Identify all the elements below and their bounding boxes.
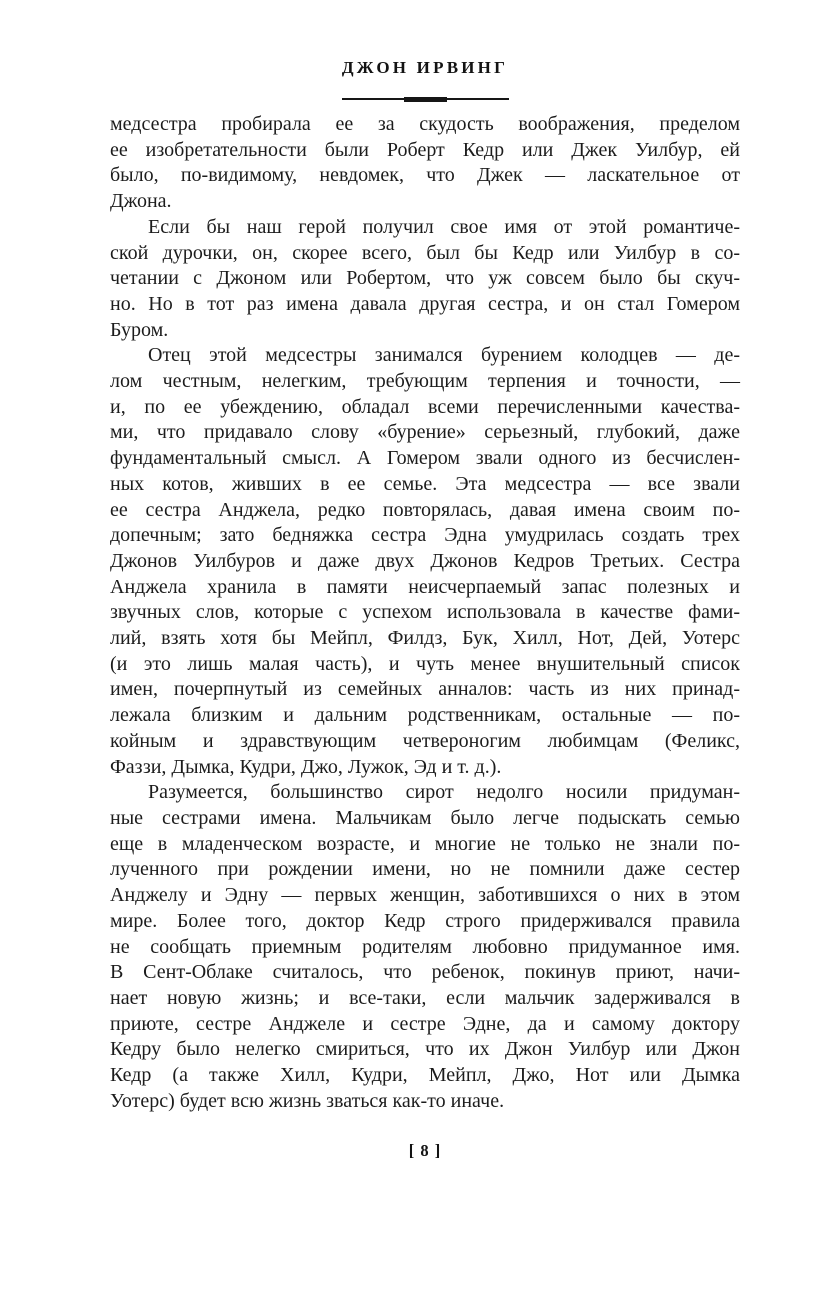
text-line: было, по-видимому, невдомек, что Джек — ласкательное от bbox=[110, 164, 740, 187]
text-line: Отец этой медсестры занимался бурением колодцев — де- bbox=[148, 344, 740, 367]
text-column bbox=[110, 57, 740, 1161]
text-line: Фаззи, Дымка, Кудри, Джо, Лужок, Эд и т. д.). bbox=[110, 755, 502, 778]
text-line: Кедр (а также Хилл, Кудри, Мейпл, Джо, Нот или Дымка bbox=[110, 1064, 740, 1087]
text-line: ных котов, живших в ее семье. Эта медсестра — все звали bbox=[110, 472, 740, 495]
text-line: Анджела хранила в памяти неисчерпаемый запас полезных и bbox=[110, 575, 740, 598]
text-line: Буром. bbox=[110, 318, 169, 341]
header-ornament-rule bbox=[342, 96, 509, 102]
text-line: мире. Более того, доктор Кедр строго придерживался правила bbox=[110, 909, 740, 932]
ornament-segment bbox=[368, 98, 404, 101]
paragraph bbox=[110, 112, 740, 215]
book-page bbox=[0, 57, 827, 1297]
text-line: лученного при рождении имени, но не помнили даже сестер bbox=[110, 858, 740, 881]
text-line: звучных слов, которые с успехом использовала в качестве фами- bbox=[110, 601, 740, 624]
text-line: четании с Джоном или Робертом, что уж совсем было бы скуч- bbox=[110, 267, 740, 290]
text-line: имен, почерпнутый из семейных анналов: часть из них принад- bbox=[110, 678, 740, 701]
ornament-segment bbox=[483, 98, 509, 99]
text-line: Разумеется, большинство сирот недолго носили придуман- bbox=[148, 781, 740, 804]
text-line: лом честным, нелегким, требующим терпения и точности, — bbox=[110, 370, 740, 393]
running-header: ДЖОН ИРВИНГ bbox=[341, 58, 509, 77]
text-line: ее сестра Анджела, редко повторялась, давая имена своим по- bbox=[110, 498, 740, 521]
text-line: ее изобретательности были Роберт Кедр или Джек Уилбур, ей bbox=[110, 138, 740, 161]
text-line: койным и здравствующим четвероногим любимцам (Феликс, bbox=[110, 729, 740, 752]
text-line: Уотерс) будет всю жизнь зваться как-то иначе. bbox=[110, 1089, 505, 1112]
paragraph bbox=[110, 780, 740, 1114]
text-line: В Сент-Облаке считалось, что ребенок, покинув приют, начи- bbox=[110, 961, 740, 984]
text-line: медсестра пробирала ее за скудость воображения, пределом bbox=[110, 113, 740, 135]
text-line: но. Но в тот раз имена давала другая сестра, и он стал Гомером bbox=[110, 292, 740, 315]
text-line: ской дурочки, он, скорее всего, был бы Кедр или Уилбур в со- bbox=[110, 241, 740, 264]
text-line: приюте, сестре Анджеле и сестре Эдне, да и самому доктору bbox=[110, 1012, 740, 1035]
text-line: фундаментальный смысл. А Гомером звали одного из бесчислен- bbox=[110, 447, 740, 470]
text-line: Джонов Уилбуров и даже двух Джонов Кедров Третьих. Сестра bbox=[110, 549, 740, 572]
ornament-segment bbox=[342, 98, 368, 99]
text-line: нает новую жизнь; и все-таки, если мальчик задерживался в bbox=[110, 986, 740, 1009]
text-line: лежала близким и дальним родственникам, остальные — по- bbox=[110, 704, 740, 727]
text-line: ные сестрами имена. Мальчикам было легче подыскать семью bbox=[110, 806, 740, 829]
paragraph bbox=[110, 215, 740, 344]
text-line: Если бы наш герой получил свое имя от этой романтиче- bbox=[148, 215, 740, 238]
text-line: допечным; зато бедняжка сестра Эдна умудрилась создать трех bbox=[110, 524, 740, 547]
ornament-segment bbox=[447, 98, 483, 101]
text-line: еще в младенческом возрасте, и многие не только не знали по- bbox=[110, 832, 740, 855]
text-line: не сообщать приемным родителям любовно придуманное имя. bbox=[110, 935, 740, 958]
page-text bbox=[110, 112, 740, 1114]
text-line: Анджелу и Эдну — первых женщин, заботившихся о них в этом bbox=[110, 884, 740, 907]
text-line: Кедру было нелегко смириться, что их Джон Уилбур или Джон bbox=[110, 1038, 740, 1061]
paragraph bbox=[110, 343, 740, 780]
ornament-segment bbox=[404, 97, 447, 102]
text-line: (и это лишь малая часть), и чуть менее внушительный список bbox=[110, 652, 740, 675]
text-line: ми, что придавало слову «бурение» серьезный, глубокий, даже bbox=[110, 421, 740, 444]
text-line: и, по ее убеждению, обладал всеми перечисленными качества- bbox=[110, 395, 740, 418]
text-line: Джона. bbox=[110, 190, 172, 213]
text-line: лий, взять хотя бы Мейпл, Филдз, Бук, Хилл, Нот, Дей, Уотерс bbox=[110, 627, 740, 650]
page-number: [ 8 ] bbox=[408, 1141, 442, 1161]
